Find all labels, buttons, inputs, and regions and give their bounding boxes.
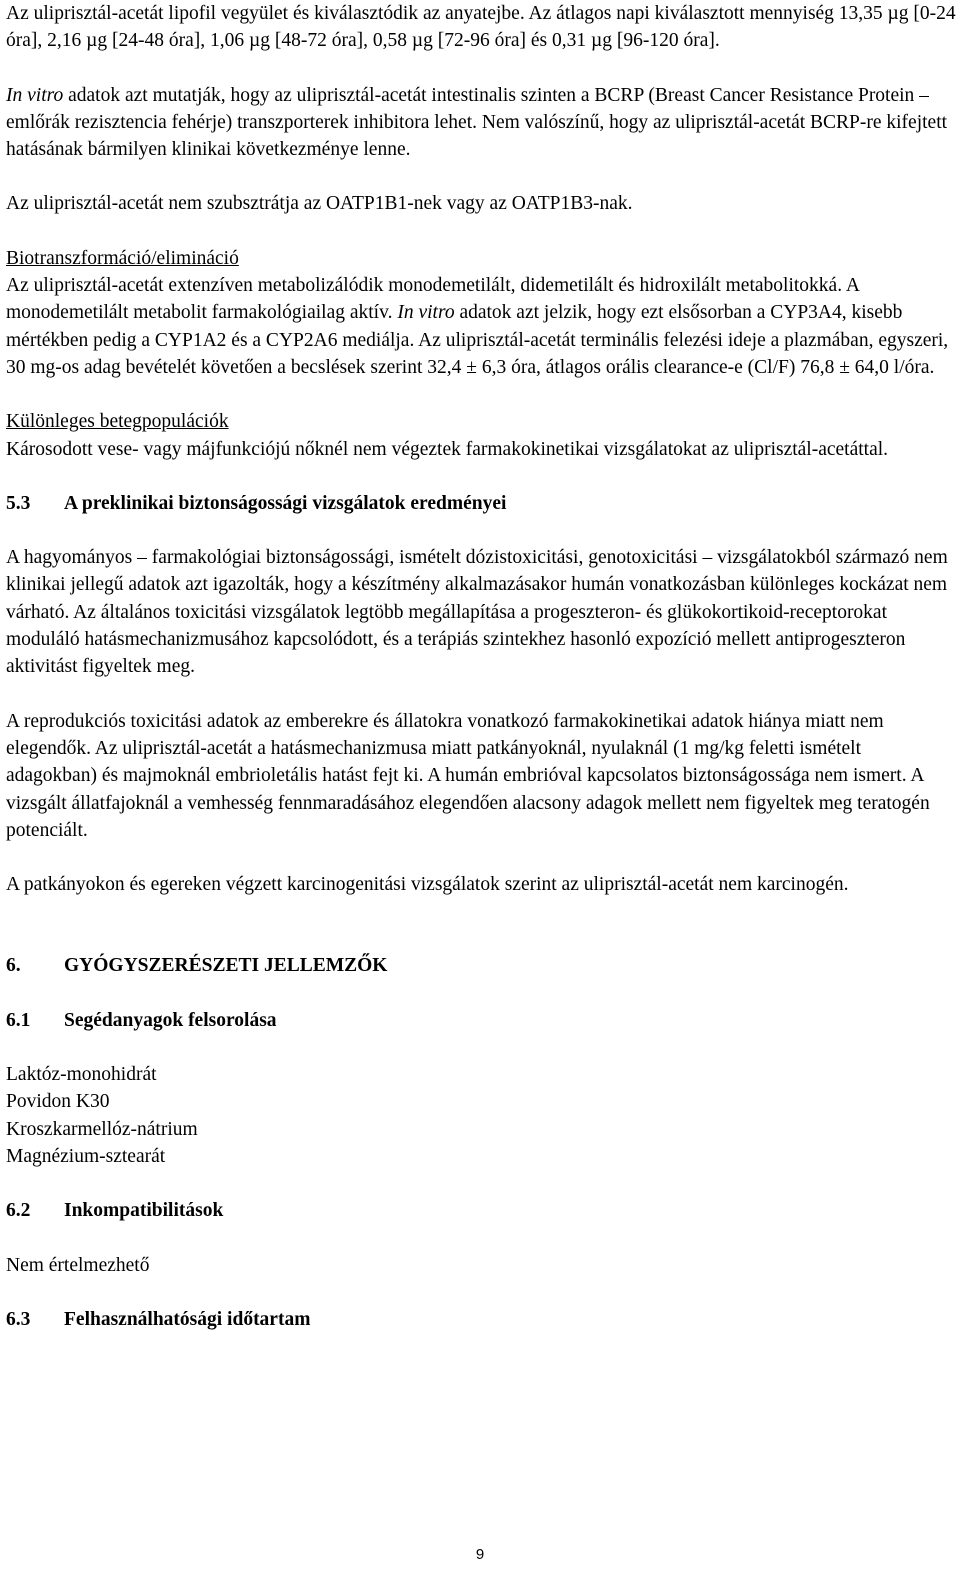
section-number: 6.2 [6, 1200, 31, 1222]
in-vitro-italic: In vitro [6, 84, 64, 106]
section-title: A preklinikai biztonságossági vizsgálatok eredményei [64, 492, 507, 514]
section-title: Inkompatibilitások [64, 1200, 224, 1222]
excretion-paragraph: Az uliprisztál-acetát lipofil vegyület és kiválasztódik az anyatejbe. Az átlagos napi kiválasztott mennyiség 13,35 µg [0-24 óra], 2,16 µg [24-48 óra], 1,06 µg [48-72 óra], 0,58 µg [72-96 óra] és 0,31 µg [96-120 óra]. [6, 3, 956, 52]
section-6-heading [6, 952, 956, 979]
section-6-3-heading [6, 1306, 956, 1333]
section-number: 6.1 [6, 1009, 31, 1031]
bcrp-text: adatok azt mutatják, hogy az uliprisztál-acetát intestinalis szinten a BCRP (Breast Cancer Resistance Protein – emlőrák rezisztencia fehérje) transzporterek inhibitora lehet. Nem valószínű, hogy az uliprisztál-acetát BCRP-re kifejtett hatásának bármilyen klinikai következménye lenne. [6, 84, 948, 161]
biotransformation-paragraph [6, 272, 956, 381]
bio-text-b: adatok azt jelzik, hogy ezt elsősorban a CYP3A4, kisebb mértékben pedig a CYP1A2 és a CYP2A6 mediálja. Az uliprisztál-acetát terminális felezési ideje a plazmában, egyszeri, 30 mg-os adag bevételét követően a becslések szerint 32,4 ± 6,3 óra, átlagos orális clearance-e (Cl/F) 76,8 ± 64,0 l/óra. [6, 302, 949, 378]
section-title: GYÓGYSZERÉSZETI JELLEMZŐK [64, 955, 388, 977]
special-populations-paragraph: Károsodott vese- vagy májfunkciójú nőknél nem végeztek farmakokinetikai vizsgálatokat az uliprisztál-acetáttal. [6, 438, 889, 460]
section-number: 6.3 [6, 1308, 31, 1330]
preclinical-paragraph-2: A reprodukciós toxicitási adatok az emberekre és állatokra vonatkozó farmakokinetikai adatok hiánya miatt nem elegendők. Az uliprisztál-acetát a hatásmechanizmusa miatt patkányoknál, nyulaknál (1 mg/kg feletti ismételt adagokban) és majmoknál embrioletális hatást fejt ki. A humán embrióval kapcsolatos biztonságossága nem ismert. A vizsgált állatfajoknál a vemhesség fennmaradásához elegendően alacsony adagok mellett nem figyeltek meg teratogén potenciált. [6, 710, 930, 841]
section-6-2-heading [6, 1197, 956, 1224]
section-title: Segédanyagok felsorolása [64, 1009, 277, 1031]
bio-in-vitro-italic: In vitro [397, 302, 455, 324]
special-populations-heading: Különleges betegpopulációk [6, 411, 229, 433]
excipient-item: Povidon K30 [6, 1091, 110, 1113]
preclinical-paragraph-1: A hagyományos – farmakológiai biztonságossági, ismételt dózistoxicitási, genotoxicitási – vizsgálatokból származó nem klinikai jellegű adatok azt igazolták, hogy a készítmény alkalmazásakor humán vonatkozásban különleges kockázat nem várható. Az általános toxicitási vizsgálatok legtöbb megállapítása a progeszteron- és glükokortikoid-receptorokat moduláló hatásmechanizmusához kapcsolódott, és a terápiás szintekhez hasonló expozíció mellett antiprogeszteron aktivitást figyeltek meg. [6, 547, 948, 678]
bio-text-a: Az uliprisztál-acetát extenzíven metabolizálódik monodemetilált, didemetilált és hidroxilált metabolitokká. A monodemetilált metabolit farmakológiailag aktív. [6, 275, 859, 324]
oatp-paragraph: Az uliprisztál-acetát nem szubsztrátja az OATP1B1-nek vagy az OATP1B3-nak. [6, 193, 633, 215]
document-page [6, 0, 956, 1333]
section-number: 5.3 [6, 492, 31, 514]
section-6-1-heading [6, 1007, 956, 1034]
incompatibilities-text: Nem értelmezhető [6, 1254, 150, 1276]
biotransformation-heading: Biotranszformáció/elimináció [6, 247, 239, 269]
excipient-item: Magnézium-sztearát [6, 1145, 166, 1167]
section-title: Felhasználhatósági időtartam [64, 1308, 311, 1330]
section-number: 6. [6, 955, 21, 977]
preclinical-paragraph-3: A patkányokon és egereken végzett karcinogenitási vizsgálatok szerint az uliprisztál-acetát nem karcinogén. [6, 874, 849, 896]
excipient-item: Laktóz-monohidrát [6, 1064, 157, 1086]
excipient-item: Kroszkarmellóz-nátrium [6, 1118, 198, 1140]
bcrp-paragraph [6, 82, 956, 164]
section-5-3-heading [6, 490, 956, 517]
page-number: 9 [475, 1546, 485, 1563]
